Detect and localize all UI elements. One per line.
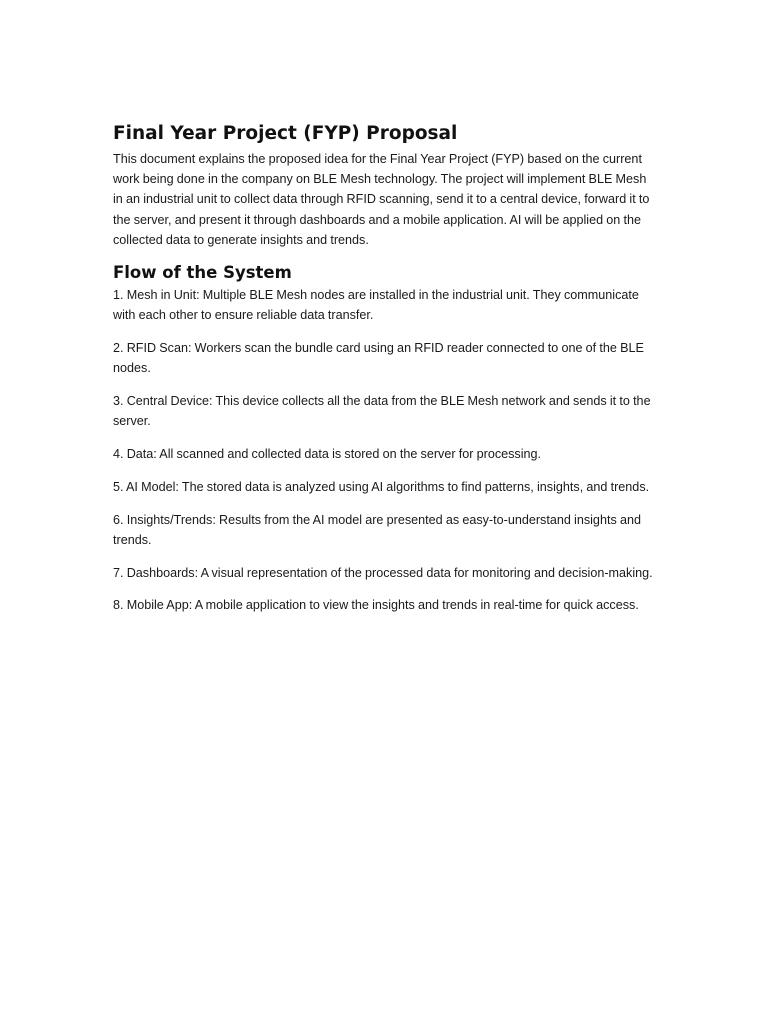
section-heading: Flow of the System <box>113 263 292 283</box>
flow-step-mobile-app: 8. Mobile App: A mobile application to view the insights and trends in real-time for quick access. <box>113 598 639 613</box>
document-page <box>113 122 658 628</box>
document-title: Final Year Project (FYP) Proposal <box>113 123 458 144</box>
flow-step-mesh-in-unit: 1. Mesh in Unit: Multiple BLE Mesh nodes are installed in the industrial unit. They communicate with each other to ensure reliable data transfer. <box>113 288 639 323</box>
flow-step-insights-trends: 6. Insights/Trends: Results from the AI model are presented as easy-to-understand insights and trends. <box>113 512 641 547</box>
flow-step-dashboards: 7. Dashboards: A visual representation of the processed data for monitoring and decision-making. <box>113 565 653 580</box>
flow-step-rfid-scan: 2. RFID Scan: Workers scan the bundle card using an RFID reader connected to one of the BLE nodes. <box>113 341 644 376</box>
flow-step-central-device: 3. Central Device: This device collects all the data from the BLE Mesh network and sends it to the server. <box>113 394 651 429</box>
flow-steps-list <box>113 285 658 616</box>
intro-paragraph: This document explains the proposed idea for the Final Year Project (FYP) based on the current work being done in the company on BLE Mesh technology. The project will implement BLE Mesh in an industrial unit to collect data through RFID scanning, send it to a central device, forward it to the server, and present it through dashboards and a mobile application. AI will be applied on the collected data to generate insights and trends. <box>113 152 650 247</box>
flow-step-ai-model: 5. AI Model: The stored data is analyzed using AI algorithms to find patterns, insights, and trends. <box>113 479 650 494</box>
flow-step-data: 4. Data: All scanned and collected data is stored on the server for processing. <box>113 447 542 462</box>
